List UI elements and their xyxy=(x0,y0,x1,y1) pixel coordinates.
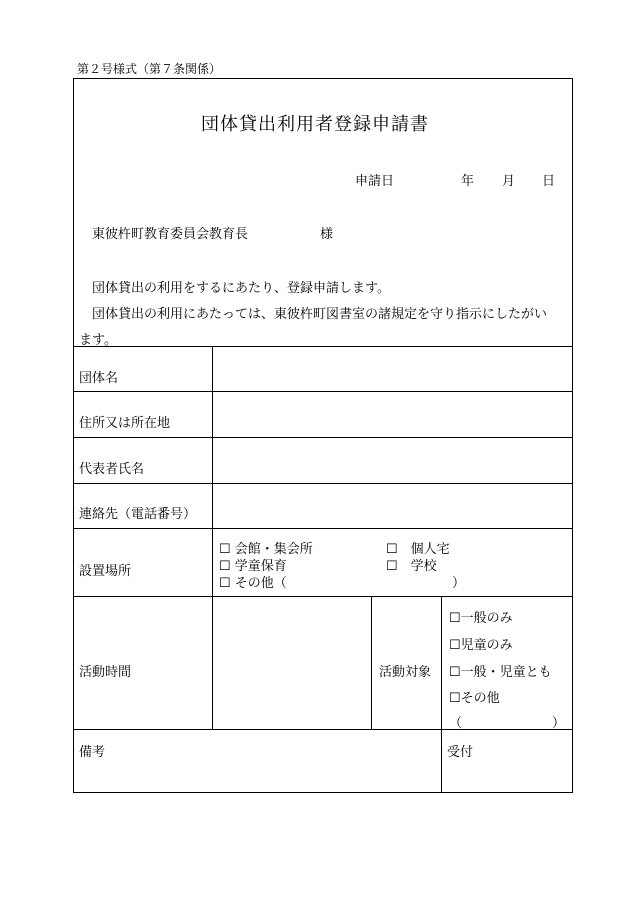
table-rule xyxy=(73,528,573,529)
form-number-label: 第２号様式（第７条関係） xyxy=(77,62,222,76)
location-label: 設置場所 xyxy=(79,564,132,579)
year-label: 年 xyxy=(461,174,475,189)
location-option-after-school[interactable]: ☐ 学童保育 xyxy=(219,559,287,574)
body-line-3: ます。 xyxy=(79,333,117,348)
location-option-school[interactable]: ☐ 学校 xyxy=(386,559,437,574)
target-option-general-only[interactable]: ☐一般のみ xyxy=(449,611,513,626)
addressee-honorific: 様 xyxy=(320,227,334,242)
target-option-both[interactable]: ☐一般・児童とも xyxy=(449,665,552,680)
addressee-name: 東彼杵町教育委員会教育長 xyxy=(92,227,249,242)
label-column-divider xyxy=(212,346,213,729)
contact-label: 連絡先（電話番号） xyxy=(79,507,197,522)
location-option-home[interactable]: ☐ 個人宅 xyxy=(386,542,450,557)
reception-label: 受付 xyxy=(447,745,474,760)
representative-label: 代表者氏名 xyxy=(79,462,145,477)
target-options-divider xyxy=(441,596,442,793)
table-rule xyxy=(73,483,573,484)
table-rule xyxy=(73,437,573,438)
target-option-children-only[interactable]: ☐児童のみ xyxy=(449,638,513,653)
target-option-other[interactable]: ☐その他 xyxy=(449,691,500,706)
activity-time-label: 活動時間 xyxy=(79,665,132,680)
month-label: 月 xyxy=(502,174,516,189)
body-line-2: 団体貸出の利用にあたっては、東彼杵町図書室の諸規定を守り指示にしたがい xyxy=(92,307,548,322)
table-rule xyxy=(73,596,573,597)
date-label: 申請日 xyxy=(355,174,395,189)
form-frame xyxy=(73,78,573,793)
target-other-open-paren: （ xyxy=(449,716,463,731)
day-label: 日 xyxy=(542,174,556,189)
activity-target-label: 活動対象 xyxy=(379,665,432,680)
body-line-1: 団体貸出の利用をするにあたり、登録申請します。 xyxy=(92,281,390,296)
table-rule xyxy=(73,391,573,392)
group-name-label: 団体名 xyxy=(79,371,119,386)
remarks-label: 備考 xyxy=(79,745,106,760)
target-other-close-paren: ） xyxy=(552,716,566,731)
table-rule xyxy=(73,729,573,730)
address-label: 住所又は所在地 xyxy=(79,416,171,431)
page-title: 団体貸出利用者登録申請書 xyxy=(201,114,429,135)
table-top-rule xyxy=(73,346,573,347)
location-option-other[interactable]: ☐ その他（ xyxy=(219,576,287,591)
location-other-close-paren: ） xyxy=(452,576,466,591)
target-label-divider xyxy=(371,596,372,729)
location-option-hall[interactable]: ☐ 会館・集会所 xyxy=(219,542,313,557)
